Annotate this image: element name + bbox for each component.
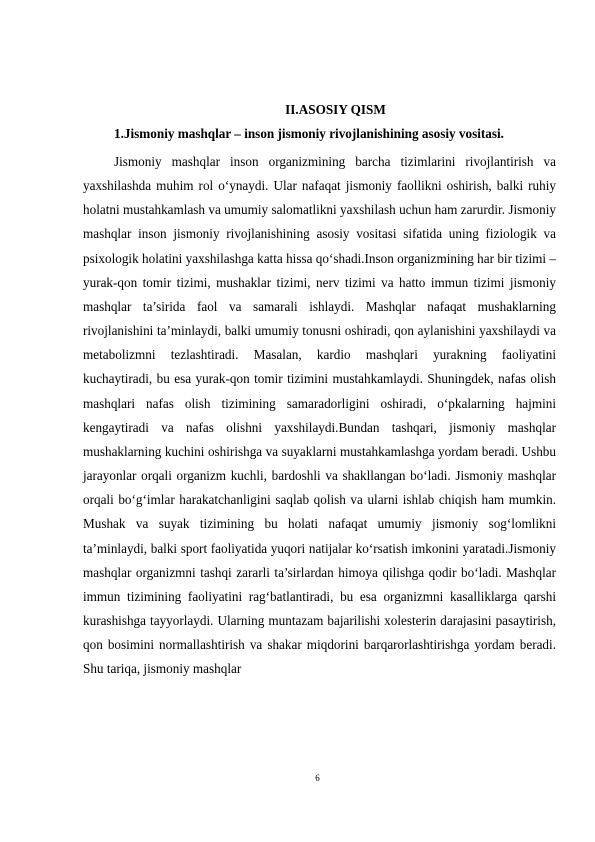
section-title: II.ASOSIY QISM [285,102,386,117]
subsection-title: 1.Jismoniy mashqlar – inson jismoniy rivojlanishining asosiy vositasi. [114,126,504,141]
page-number: 6 [315,773,320,783]
body-paragraph: Jismoniy mashqlar inson organizmining barcha tizimlarini rivojlantirish va yaxshilashda muhim rol o‘ynaydi. Ular nafaqat jismoniy faollikni oshirish, balki ruhiy holatni mustahkamlash va umumiy salomatlikni yaxshilash uchun ham zarurdir. Jismoniy mashqlar inson jismoniy rivojlanishining asosiy vositasi sifatida uning fiziologik va psixologik holatini yaxshilashga katta hissa qo‘shadi.Inson organizmining har bir tizimi – yurak-qon tomir tizimi, mushaklar tizimi, nerv tizimi va hatto immun tizimi jismoniy mashqlar ta’sirida faol va samarali ishlaydi. Mashqlar nafaqat mushaklarning rivojlanishini ta’minlaydi, balki umumiy tonusni oshiradi, qon aylanishini yaxshilaydi va metabolizmni tezlashtiradi. Masalan, kardio mashqlari yurakning faoliyatini kuchaytiradi, bu esa yurak-qon tomir tizimini mustahkamlaydi. Shuningdek, nafas olish mashqlari nafas olish tizimining samaradorligini oshiradi, o‘pkalarning hajmini kengaytiradi va nafas olishni yaxshilaydi.Bundan tashqari, jismoniy mashqlar mushaklarning kuchini oshirishga va suyaklarni mustahkamlashga yordam beradi. Ushbu jarayonlar orqali organizm kuchli, bardoshli va shakllangan bo‘ladi. Jismoniy mashqlar orqali bo‘g‘imlar harakatchanligini saqlab qolish va ularni ishlab chiqish ham mumkin. Mushak va suyak tizimining bu holati nafaqat umumiy jismoniy sog‘lomlikni ta’minlaydi, balki sport faoliyatida yuqori natijalar ko‘rsatish imkonini yaratadi.Jismoniy mashqlar organizmni tashqi zararli ta’sirlardan himoya qilishga qodir bo‘ladi. Mashqlar immun tizimining faoliyatini rag‘batlantiradi, bu esa organizmni kasalliklarga qarshi kurashishga tayyorlaydi. Ularning muntazam bajarilishi xolesterin darajasini pasaytirish, qon bosimini normallashtirish va shakar miqdorini barqarorlashtirishga yordam beradi. Shu tariqa, jismoniy mashqlar [83,154,556,677]
